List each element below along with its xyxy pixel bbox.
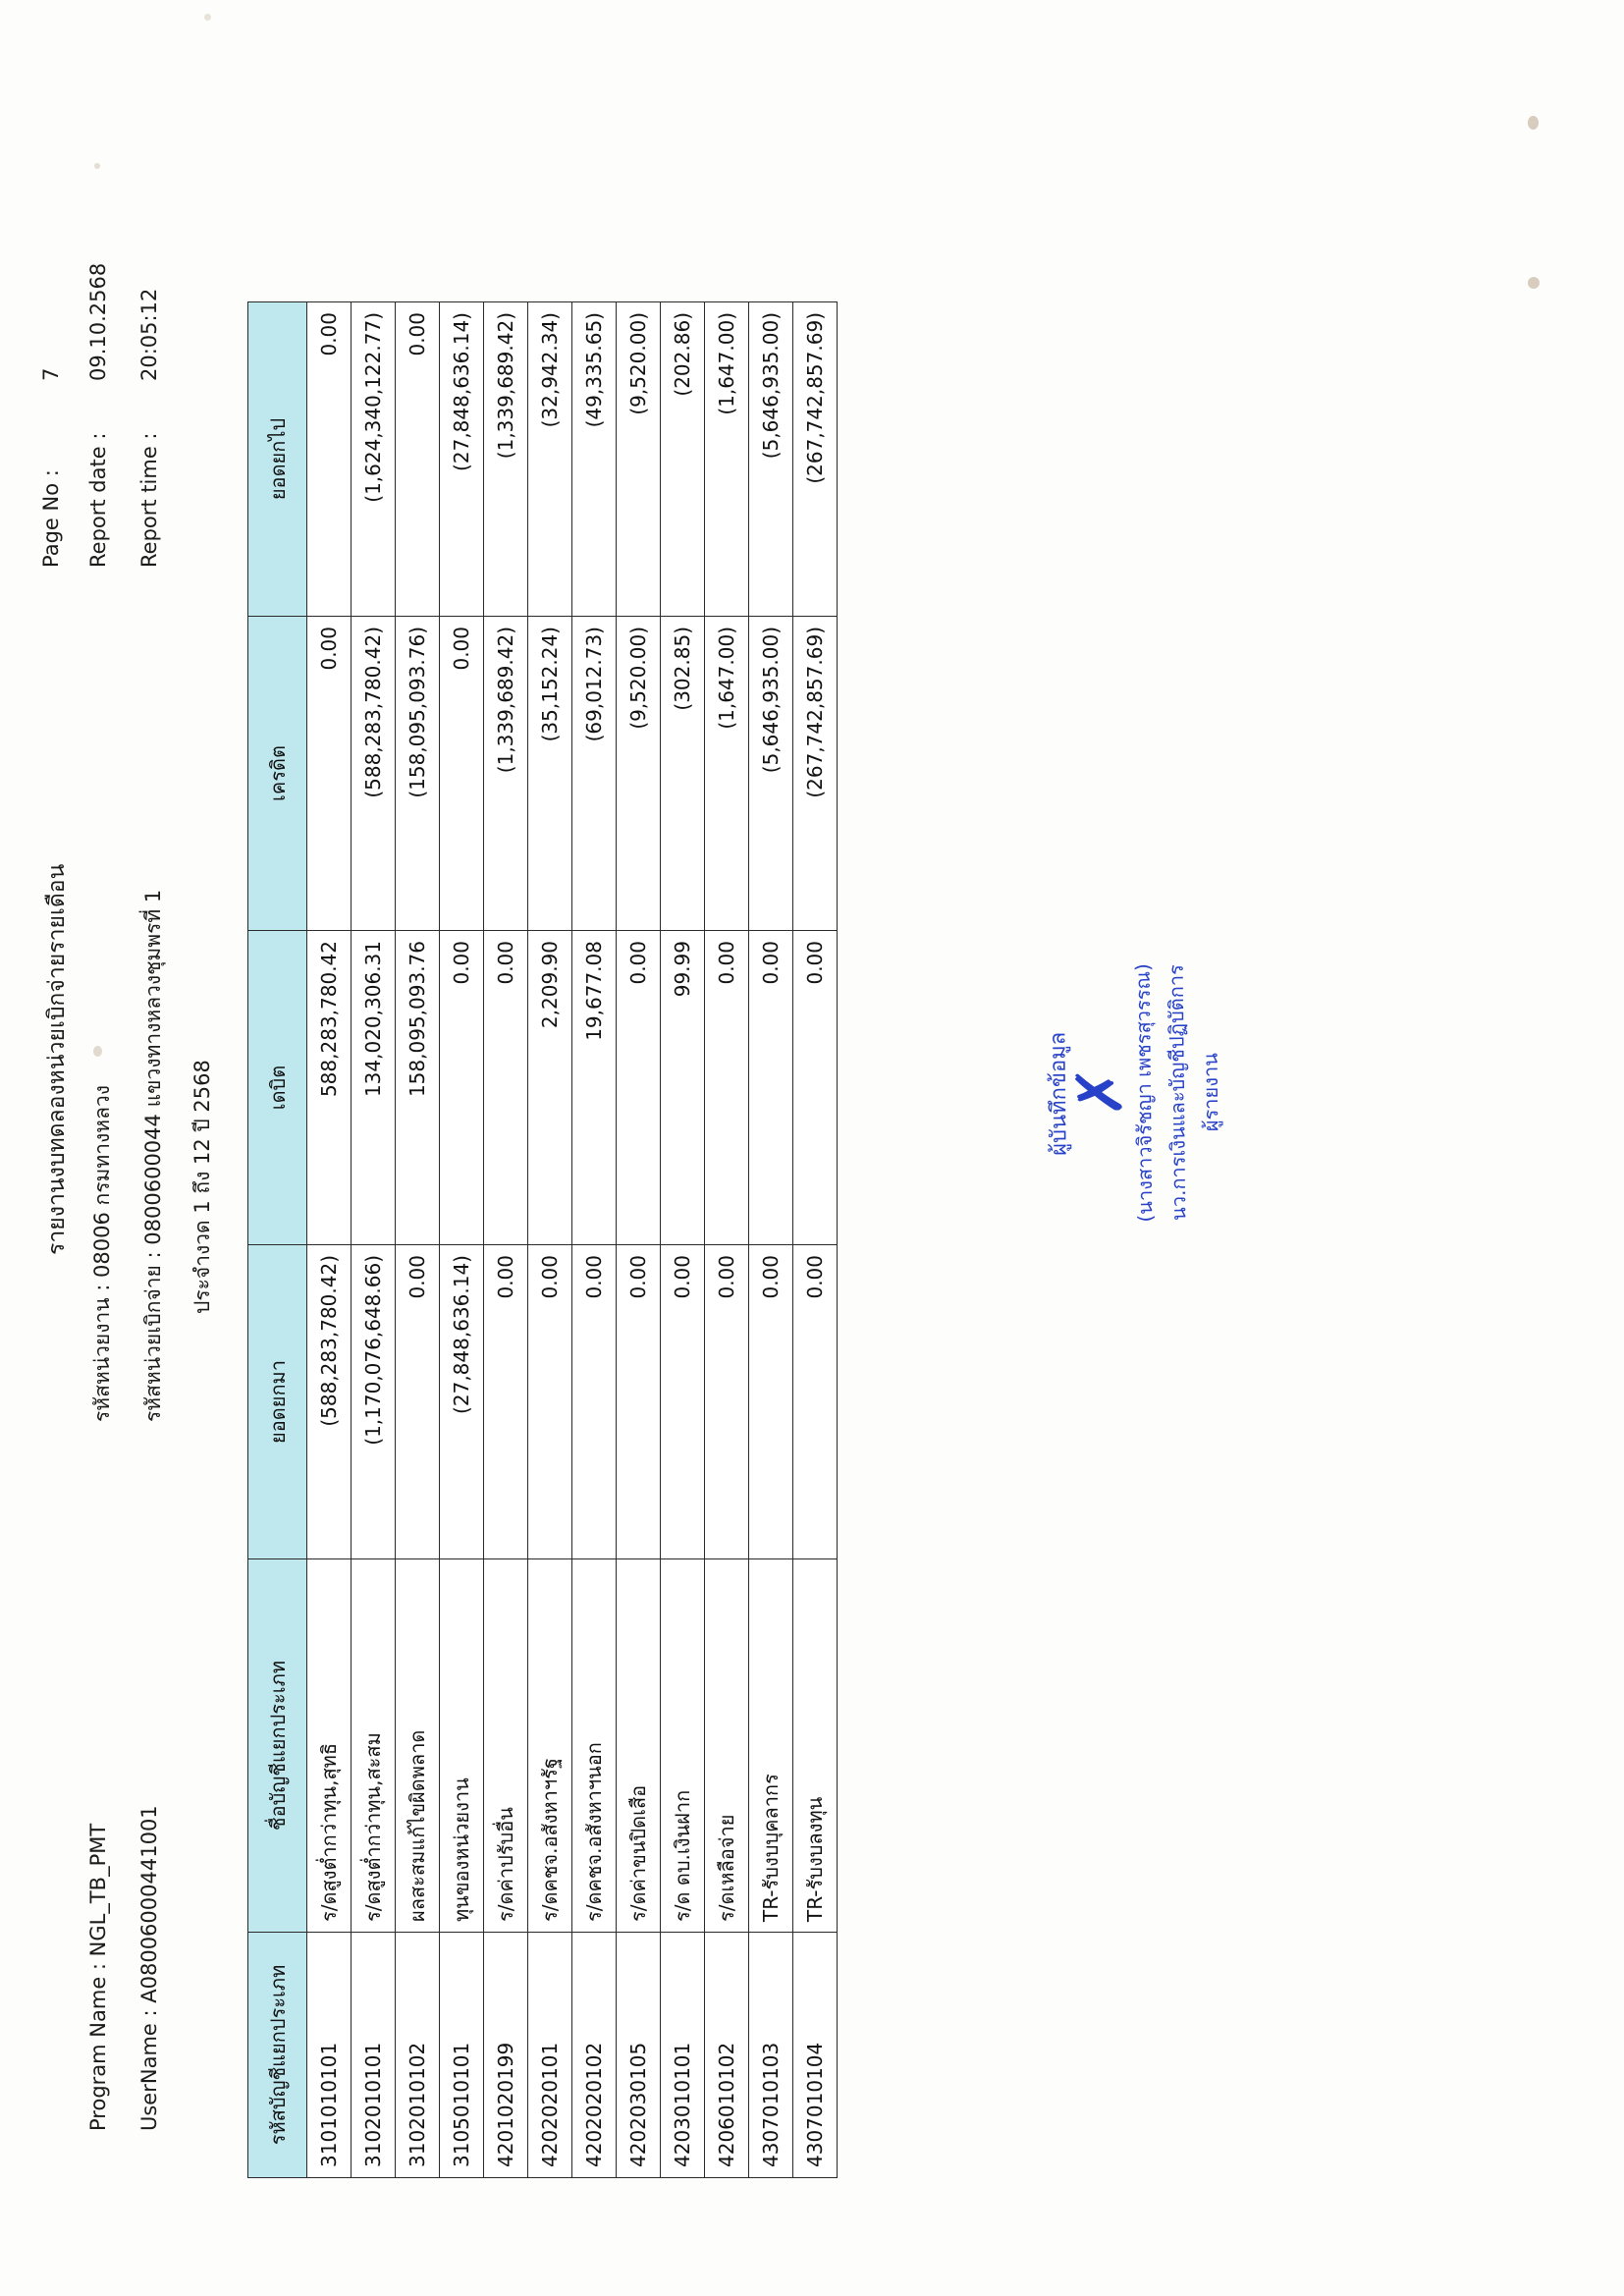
cell-carry-forward: (27,848,636.14) (440, 1245, 484, 1559)
table-row (749, 302, 793, 2178)
cell-credit: 0.00 (440, 617, 484, 931)
page-no-label: Page No : (39, 469, 63, 568)
payer-unit-code: รหัสหน่วยเบิกจ่าย : 0800600044 แขวงทางหลวงชุมพรที่ 1 (141, 889, 165, 1422)
cell-carry-forward: 0.00 (705, 1245, 749, 1559)
cell-debit: 0.00 (749, 931, 793, 1245)
cell-carry-forward: 0.00 (528, 1245, 572, 1559)
table-row (528, 302, 572, 2178)
table-row (617, 302, 661, 2178)
cell-account-name: TR-รับงบบุคลากร (749, 1559, 793, 1933)
col-header-code: รหัสบัญชีแยกประเภท (248, 1933, 307, 2178)
cell-account-code: 3105010101 (440, 1933, 484, 2178)
cell-account-name: TR-รับงบลงทุน (793, 1559, 838, 1933)
cell-carry-over: (1,624,340,122.77) (352, 302, 396, 617)
cell-debit: 158,095,093.76 (396, 931, 440, 1245)
cell-carry-over: (267,742,857.69) (793, 302, 838, 617)
cell-carry-forward: 0.00 (749, 1245, 793, 1559)
cell-debit: 0.00 (793, 931, 838, 1245)
cell-carry-over: (9,520.00) (617, 302, 661, 617)
cell-account-code: 4307010104 (793, 1933, 838, 2178)
cell-account-code: 4202030105 (617, 1933, 661, 2178)
table-row (661, 302, 705, 2178)
scan-speck (1528, 277, 1540, 289)
table-row (793, 302, 838, 2178)
cell-carry-over: (5,646,935.00) (749, 302, 793, 617)
cell-account-code: 4201020199 (484, 1933, 528, 2178)
signature-role-bottom: ผู้รายงาน (1198, 1053, 1223, 1132)
period-label: ประจำงวด 1 ถึง 12 ปี 2568 (190, 1060, 214, 1314)
user-name: UserName : A08006000441001 (137, 1805, 161, 2131)
signature-role-top: ผู้บันทึกข้อมูล (1046, 1031, 1072, 1156)
cell-carry-forward: 0.00 (661, 1245, 705, 1559)
scan-speck (1528, 116, 1539, 130)
cell-debit: 0.00 (484, 931, 528, 1245)
scan-speck (94, 163, 100, 169)
cell-account-name: ทุนของหน่วยงาน (440, 1559, 484, 1933)
cell-account-code: 3102010101 (352, 1933, 396, 2178)
cell-carry-forward: 0.00 (572, 1245, 617, 1559)
cell-debit: 0.00 (705, 931, 749, 1245)
cell-carry-forward: 0.00 (396, 1245, 440, 1559)
cell-debit: 0.00 (440, 931, 484, 1245)
table-body (307, 302, 838, 2178)
cell-debit: 0.00 (617, 931, 661, 1245)
program-name: Program Name : NGL_TB_PMT (86, 1823, 110, 2131)
cell-account-code: 4202020101 (528, 1933, 572, 2178)
cell-credit: (5,646,935.00) (749, 617, 793, 931)
col-header-carry-over: ยอดยกไป (248, 302, 307, 617)
cell-account-code: 4202020102 (572, 1933, 617, 2178)
cell-debit: 588,283,780.42 (307, 931, 352, 1245)
cell-credit: 0.00 (307, 617, 352, 931)
table-row (484, 302, 528, 2178)
cell-carry-over: 0.00 (396, 302, 440, 617)
cell-credit: (588,283,780.42) (352, 617, 396, 931)
table-row (307, 302, 352, 2178)
cell-account-code: 3102010102 (396, 1933, 440, 2178)
cell-carry-over: (1,647.00) (705, 302, 749, 617)
table-row (572, 302, 617, 2178)
cell-carry-over: 0.00 (307, 302, 352, 617)
cell-credit: (302.85) (661, 617, 705, 931)
cell-account-name: ร/ดค่าขนปิดเสือ (617, 1559, 661, 1933)
scan-speck (204, 14, 211, 21)
cell-account-name: ร/ดค่าปรับอื่น (484, 1559, 528, 1933)
report-time-value: 20:05:12 (137, 288, 161, 381)
cell-carry-forward: 0.00 (793, 1245, 838, 1559)
report-date-label: Report date : (86, 432, 110, 568)
cell-account-code: 4307010103 (749, 1933, 793, 2178)
signature-name: (นางสาวจิรัชญา เพชรสุวรรณ) (1130, 963, 1158, 1223)
cell-account-code: 4206010102 (705, 1933, 749, 2178)
cell-carry-over: (27,848,636.14) (440, 302, 484, 617)
cell-carry-over: (1,339,689.42) (484, 302, 528, 617)
cell-debit: 2,209.90 (528, 931, 572, 1245)
cell-account-name: ร/ด ดบ.เงินฝาก (661, 1559, 705, 1933)
cell-credit: (267,742,857.69) (793, 617, 838, 931)
table-row (705, 302, 749, 2178)
cell-carry-over: (49,335.65) (572, 302, 617, 617)
cell-carry-over: (202.86) (661, 302, 705, 617)
signature-mark: ✗ (1063, 1068, 1138, 1119)
cell-account-code: 4203010101 (661, 1933, 705, 2178)
agency-code: รหัสหน่วยงาน : 08006 กรมทางหลวง (90, 1084, 114, 1422)
col-header-credit: เครดิต (248, 617, 307, 931)
cell-credit: (1,647.00) (705, 617, 749, 931)
cell-carry-forward: (1,170,076,648.66) (352, 1245, 396, 1559)
cell-credit: (158,095,093.76) (396, 617, 440, 931)
signature-block (1039, 881, 1228, 1305)
col-header-carry-forward: ยอดยกมา (248, 1245, 307, 1559)
cell-account-name: ร/ดสูงต่ำกว่าทุน,สะสม (352, 1559, 396, 1933)
col-header-debit: เดบิต (248, 931, 307, 1245)
table-row (352, 302, 396, 2178)
cell-debit: 134,020,306.31 (352, 931, 396, 1245)
cell-credit: (9,520.00) (617, 617, 661, 931)
cell-credit: (35,152.24) (528, 617, 572, 931)
report-time-label: Report time : (137, 432, 161, 568)
col-header-name: ชื่อบัญชีแยกประเภท (248, 1559, 307, 1933)
cell-carry-forward: (588,283,780.42) (307, 1245, 352, 1559)
cell-credit: (1,339,689.42) (484, 617, 528, 931)
scan-speck (93, 1046, 102, 1057)
trial-balance-table (247, 301, 838, 2178)
cell-account-name: ร/ดเหลือจ่าย (705, 1559, 749, 1933)
table-header-row (248, 302, 307, 2178)
cell-account-name: ร/ดสูงต่ำกว่าทุน,สุทธิ (307, 1559, 352, 1933)
table-row (396, 302, 440, 2178)
cell-account-name: ผลสะสมแก้ไขผิดพลาด (396, 1559, 440, 1933)
cell-account-name: ร/ดคชจ.อสังหาฯรัฐ (528, 1559, 572, 1933)
signature-position: นว.การเงินและบัญชีปฏิบัติการ (1164, 964, 1191, 1222)
page-no-value: 7 (39, 367, 63, 381)
cell-account-name: ร/ดคชจ.อสังหาฯนอก (572, 1559, 617, 1933)
cell-credit: (69,012.73) (572, 617, 617, 931)
cell-account-code: 3101010101 (307, 1933, 352, 2178)
report-title: รายงานงบทดลองหน่วยเบิกจ่ายรายเดือน (44, 863, 70, 1255)
cell-debit: 99.99 (661, 931, 705, 1245)
cell-debit: 19,677.08 (572, 931, 617, 1245)
report-date-value: 09.10.2568 (86, 262, 110, 381)
cell-carry-forward: 0.00 (484, 1245, 528, 1559)
cell-carry-over: (32,942.34) (528, 302, 572, 617)
cell-carry-forward: 0.00 (617, 1245, 661, 1559)
table-row (440, 302, 484, 2178)
